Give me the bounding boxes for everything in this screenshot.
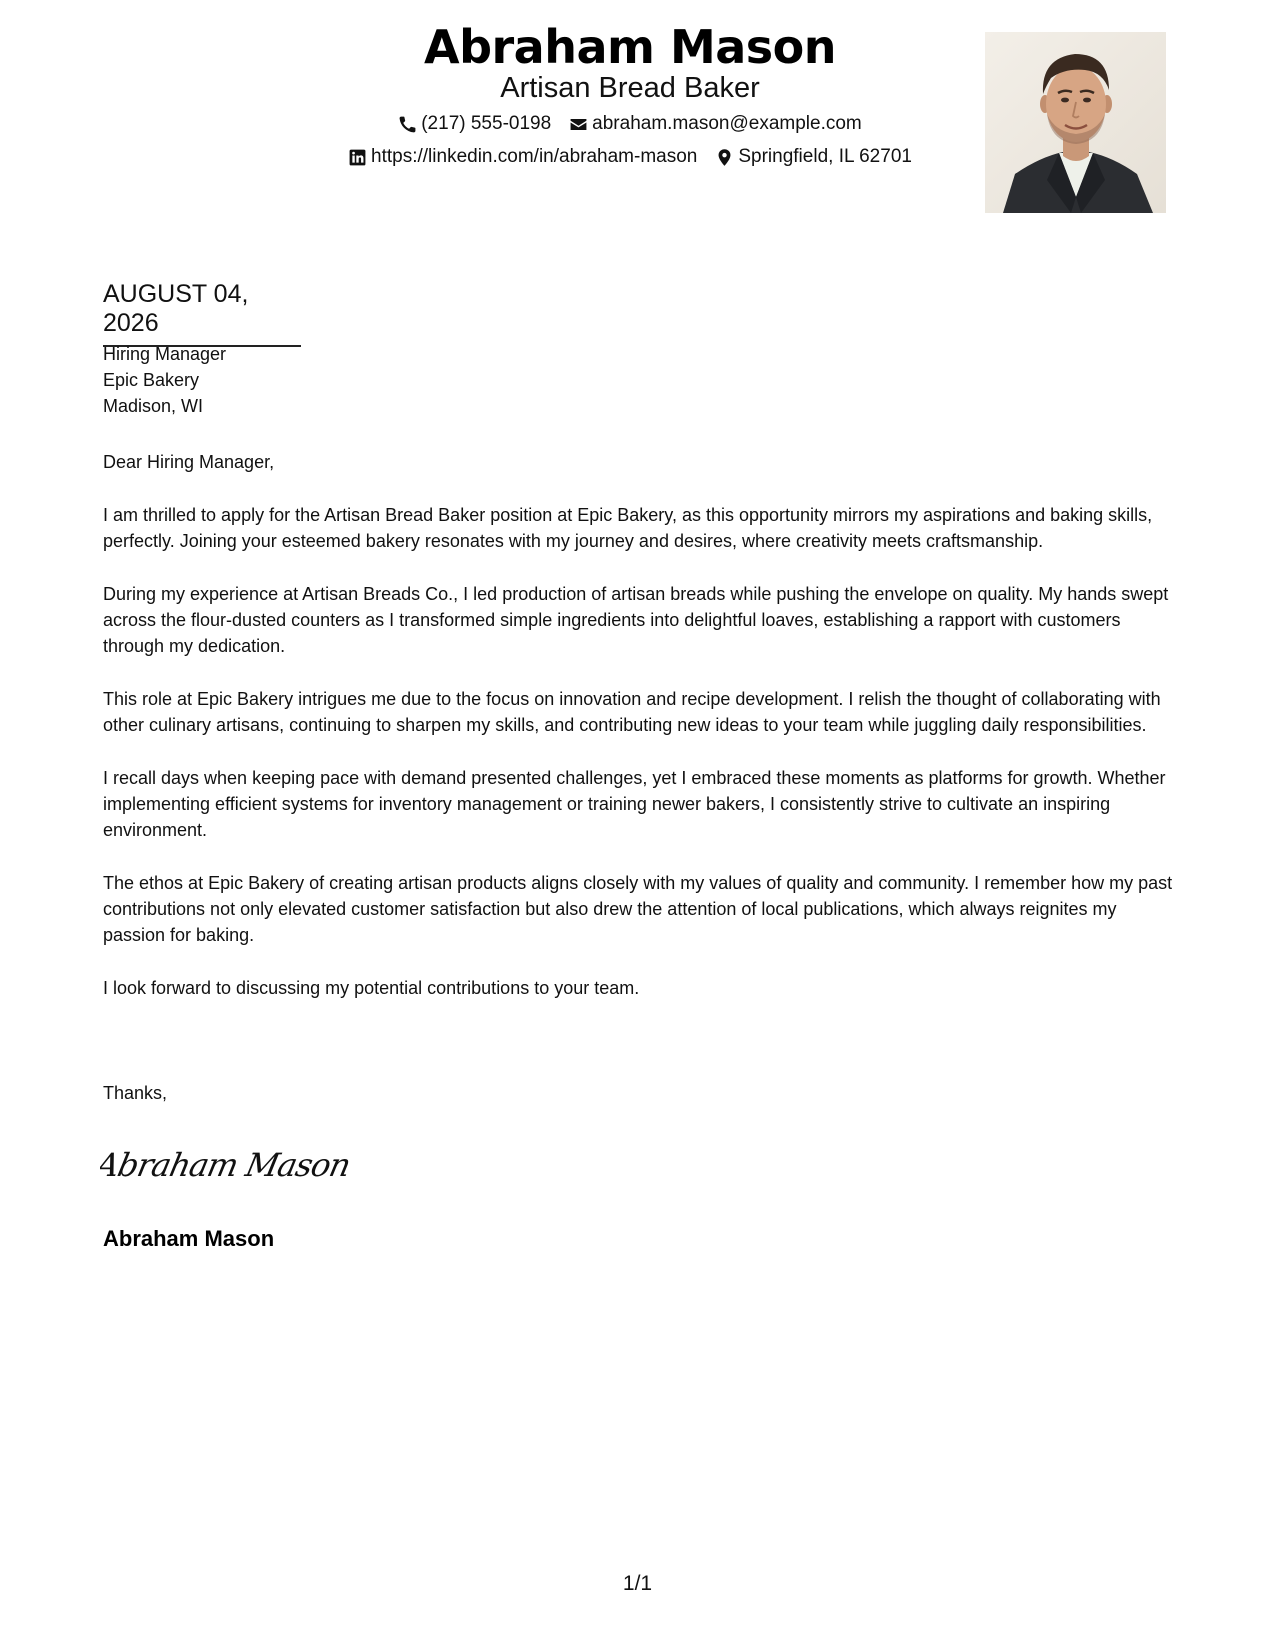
envelope-icon	[569, 115, 588, 134]
letter-date: AUGUST 04, 2026	[103, 280, 301, 347]
salutation: Dear Hiring Manager,	[103, 452, 275, 472]
profile-photo	[985, 32, 1166, 213]
contact-location	[715, 146, 912, 168]
body-paragraph: This role at Epic Bakery intrigues me due to the focus on innovation and recipe development. I relish the thought of collaborating with other culinary artisans, continuing to sharpen my skills, and contributing new ideas to your team while juggling daily responsibilities.	[103, 689, 1161, 735]
contact-linkedin	[348, 146, 697, 168]
closing: Thanks,	[103, 1083, 168, 1103]
email-address: abraham.mason@example.com	[592, 113, 862, 134]
letter-header	[0, 0, 1275, 230]
body-paragraph: I look forward to discussing my potential contributions to your team.	[103, 978, 640, 998]
map-pin-icon	[715, 148, 734, 167]
phone-number: (217) 555-0198	[421, 113, 552, 134]
body-paragraph: During my experience at Artisan Breads Co., I led production of artisan breads while pushing the envelope on quality. My hands swept across the flour-dusted counters as I transformed simple ingredients into delightful loaves, establishing a rapport with customers through my dedication.	[103, 584, 1169, 656]
applicant-name: Abraham Mason	[423, 20, 837, 74]
body-paragraph: I am thrilled to apply for the Artisan Bread Baker position at Epic Bakery, as this opportunity mirrors my aspirations and baking skills, perfectly. Joining your esteemed bakery resonates with my journey and desires, where creativity meets craftsmanship.	[103, 505, 1153, 551]
recipient-block	[103, 341, 226, 419]
contact-email	[569, 113, 862, 135]
contact-phone	[398, 113, 551, 135]
location-text: Springfield, IL 62701	[738, 146, 912, 167]
body-paragraph: The ethos at Epic Bakery of creating artisan products aligns closely with my values of quality and community. I remember how my past contributions not only elevated customer satisfaction but also drew the attention of local publications, which always reignites my passion for baking.	[103, 873, 1173, 945]
page-number: 1/1	[622, 1572, 653, 1595]
linkedin-url: https://linkedin.com/in/abraham-mason	[371, 146, 698, 167]
applicant-title: Artisan Bread Baker	[500, 72, 760, 104]
signer-name: Abraham Mason	[103, 1226, 275, 1251]
recipient-location: Madison, WI	[103, 396, 204, 416]
body-paragraph: I recall days when keeping pace with demand presented challenges, yet I embraced these moments as platforms for growth. Whether implementing efficient systems for inventory management or training newer bakers, I consistently strive to cultivate an inspiring environment.	[103, 768, 1166, 840]
recipient-company: Epic Bakery	[103, 370, 200, 390]
phone-icon	[398, 115, 417, 134]
handwritten-signature	[100, 1138, 370, 1188]
letter-body	[103, 449, 1178, 1028]
linkedin-icon	[348, 148, 367, 167]
svg-text:Abraham Mason: Abraham Mason	[100, 1146, 354, 1184]
recipient-title: Hiring Manager	[103, 344, 227, 364]
